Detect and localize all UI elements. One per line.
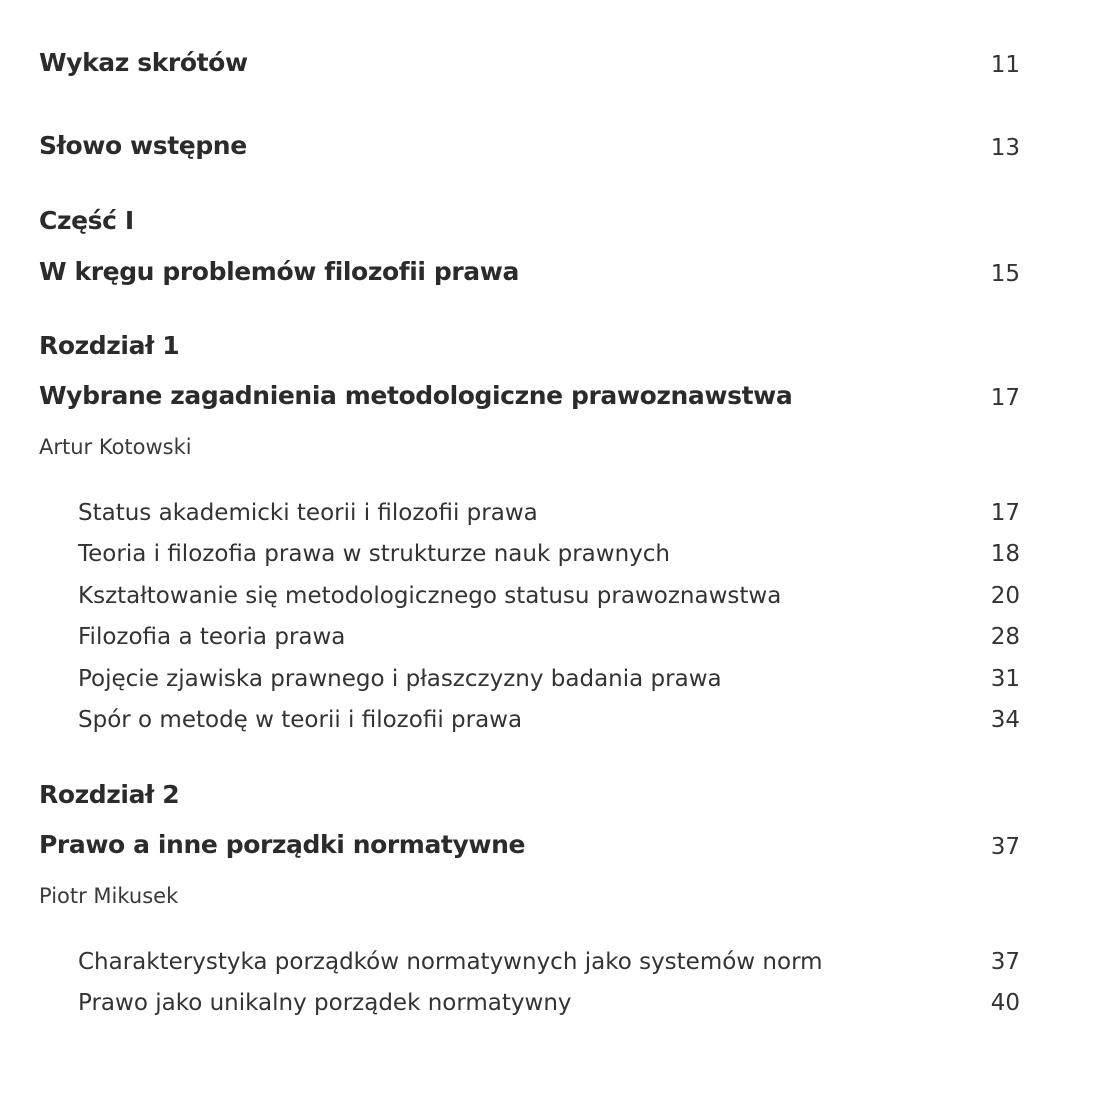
section-title: Prawo jako unikalny porządek normatywny [78,990,572,1016]
author-name: Piotr Mikusek [39,884,179,908]
section-title: Pojęcie zjawiska prawnego i płaszczyzny badania prawa [78,666,722,692]
toc-page-number: 17 [990,500,1020,526]
part-title: W kręgu problemów filozofii prawa [39,257,519,286]
part-label: Część I [39,206,134,235]
section-title: Status akademicki teorii i filozofii prawa [78,500,538,526]
chapter-label: Rozdział 2 [39,780,180,809]
chapter-title: Wybrane zagadnienia metodologiczne prawoznawstwa [39,381,793,410]
toc-page-number: 11 [990,52,1020,78]
section-title: Kształtowanie się metodologicznego statusu prawoznawstwa [78,583,782,609]
toc-page-number: 34 [990,707,1020,733]
toc-page-number: 15 [990,261,1020,287]
toc-page-number: 17 [990,385,1020,411]
toc-page-number: 40 [990,990,1020,1016]
toc-page-number: 37 [990,949,1020,975]
toc-entry-title: Wykaz skrótów [39,48,248,77]
toc-page-number: 13 [990,135,1020,161]
author-name: Artur Kotowski [39,435,192,459]
chapter-title: Prawo a inne porządki normatywne [39,830,526,859]
toc-page-number: 28 [990,624,1020,650]
chapter-label: Rozdział 1 [39,331,180,360]
section-title: Filozofia a teoria prawa [78,624,346,650]
section-title: Charakterystyka porządków normatywnych jako systemów norm [78,949,823,975]
section-title: Spór o metodę w teorii i filozofii prawa [78,707,523,733]
toc-entry-title: Słowo wstępne [39,131,247,160]
toc-page-number: 31 [990,666,1020,692]
section-title: Teoria i filozofia prawa w strukturze nauk prawnych [78,541,670,567]
toc-page-number: 37 [990,834,1020,860]
toc-page-number: 18 [990,541,1020,567]
toc-page-number: 20 [990,583,1020,609]
